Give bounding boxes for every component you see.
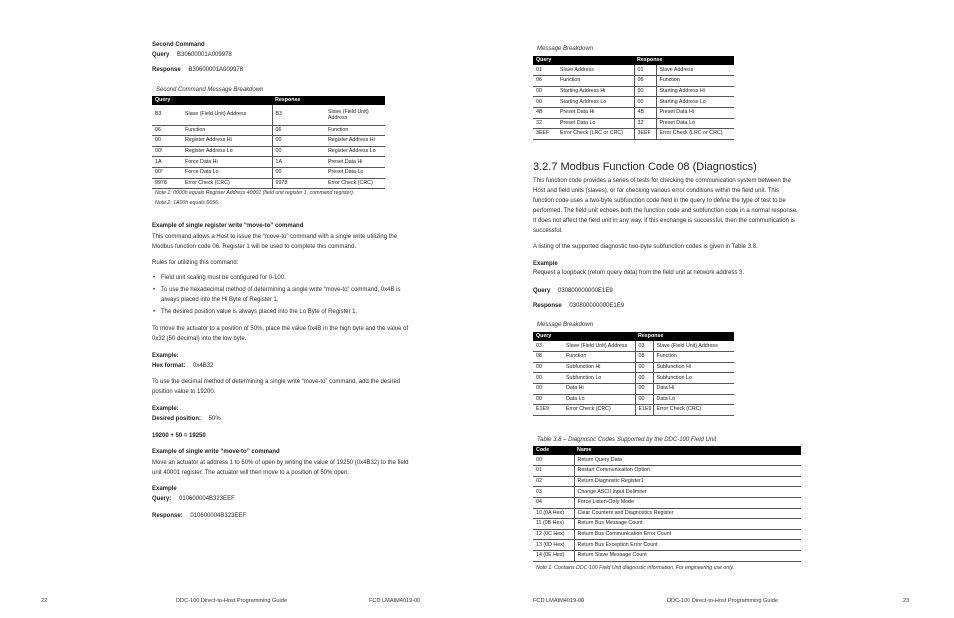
message-breakdown-2-table [533,332,734,416]
table-cell: B3 [152,105,182,125]
section-title: 3.2.7 Modbus Function Code 08 (Diagnostics) [533,161,757,173]
table-row [533,118,734,129]
table-cell: 00 [635,384,653,395]
table-cell: Register Address Lo [182,146,272,157]
example-write-heading: Example of single register write “move-to” command [152,223,304,229]
table-cell: Return Bus Message Count [574,519,801,530]
table-cell: 06 [634,76,656,87]
table-cell: 00 [533,373,563,384]
table-cell: Starting Address Hi [557,86,634,97]
table-row [152,146,385,157]
table-row [152,157,385,168]
table-cell: Preset Data Hi [325,157,385,168]
table-cell: 00¹ [152,146,182,157]
message-breakdown-caption: Message Breakdown [537,46,594,52]
list-item: • The desired position value is always placed into the Lo Byte of Register 1. [152,307,414,317]
table-row [533,508,801,519]
table-cell: 00 [533,97,557,108]
table-cell: 1A [272,157,325,168]
table-cell: Register Address Lo [325,146,385,157]
table-row [533,362,734,373]
table-cell: Slave (Field Unit) Address [563,341,635,352]
table-row [533,352,734,363]
table-cell: Return Bus Exception Error Count [574,540,801,551]
table-cell: Slave (Field Unit) Address [182,105,272,125]
response-value: 030800000000E1E9 [569,303,625,309]
table-cell: Force Listen-Only Mode [574,498,801,509]
query-label: Query [533,288,551,294]
table-cell: Starting Address Lo [656,97,734,108]
table-header: Query [533,332,635,341]
footer-code-left: FCD LMAIM4019-00 [369,598,421,604]
table-cell: 13 (0D Hex) [533,540,574,551]
table-cell: 32 [533,118,557,129]
query-value: B30600001A009978 [177,52,232,58]
table-cell: Data Lo [653,394,734,405]
list-item: • Field unit scaling must be configured for 0-100. [152,273,414,283]
query-line [533,287,613,295]
table-row [533,384,734,395]
footer-title-right: DDC-100 Direct-to-Host Programming Guide [667,598,778,604]
table-cell: Function [656,76,734,87]
table-cell: 00 [634,86,656,97]
example-write-text: This command allows a Host to issue the “move-to” command with a single write utilizing the Modbus function code 06. Register 1 will be used to complete this command. [152,234,398,250]
table-cell: Function [653,352,734,363]
table-cell: 14 (0E Hex) [533,550,574,561]
table-cell: 06 [533,76,557,87]
response-label: Response [533,303,562,309]
table-cell: 11 (0B Hex) [533,519,574,530]
response-label: Response [152,67,181,73]
table-cell: Error Check (CRC) [653,405,734,416]
query-label: Query: [152,496,172,502]
response-line [533,302,624,310]
table-cell: Register Address Hi [182,136,272,147]
table-cell: 08 [635,352,653,363]
desired-position-line [152,415,221,423]
table-cell: Error Check (CRC) [563,405,635,416]
table-cell: Data Hi [653,384,734,395]
table-cell: Preset Data Lo [557,118,634,129]
table-note-1: Note 1: 0000h equals Register Address 40001 (field unit register 1, command register). [155,190,355,196]
table-row [533,498,801,509]
footer-title-left: DDC-100 Direct-to-Host Programming Guide [176,598,287,604]
table-header: Response [272,96,385,105]
table-cell: 00 [635,373,653,384]
table-cell: E1E9 [533,405,563,416]
table-row [533,476,801,487]
table-cell: 06 [272,125,325,136]
table-cell: Return Diagnostic Register1 [574,476,801,487]
rules-intro: Rules for utilizing this command: [152,260,239,266]
table-cell: 10 (0A Hex) [533,508,574,519]
table-cell: 04 [533,498,574,509]
table-row [533,76,734,87]
table-cell: Preset Data Hi [656,108,734,119]
table-row [152,168,385,179]
table-cell: Clear Counters and Diagnostics Register [574,508,801,519]
example3-label: Example [152,486,177,492]
table-cell: 9978 [272,178,325,189]
table-cell: Data Hi [563,384,635,395]
listing-text: A listing of the supported diagnostic two-byte subfunction codes is given in Table 3.8. [533,244,758,250]
table-row [533,129,734,140]
table-cell: 08 [533,352,563,363]
rules-list [152,273,414,319]
desired-label: Desired position: [152,416,202,422]
response-value: 010600004B323EEF [190,513,247,519]
table-cell: Restart Communication Option [574,466,801,477]
table-note-2: Note 2: 1A00h equals 6656. [155,200,220,206]
table-row [533,529,801,540]
table-cell: 00 [635,394,653,405]
page-number-right: 23 [903,598,910,604]
sum-line: 19200 + 50 = 19250 [152,433,206,439]
table-cell: Subfunction Hi [563,362,635,373]
table-header: Query [533,56,634,65]
table-cell: B3 [272,105,325,125]
table-cell: Function [557,76,634,87]
table-row [533,466,801,477]
codes-table-caption: Table 3.8 – Diagnostic Codes Supported by the DDC-100 Field Unit [537,437,717,443]
desired-value: 50% [208,416,221,422]
table-cell: Subfunction Hi [653,362,734,373]
diagnostic-codes-table [533,446,801,562]
hex-value: 0x4B32 [193,363,214,369]
table-header-row [533,332,734,341]
table-cell: Return Slave Message Count [574,550,801,561]
page-number-left: 22 [41,598,48,604]
table-cell: Data Lo [563,394,635,405]
table-cell: Starting Address Lo [557,97,634,108]
second-command-heading: Second Command [152,42,205,48]
table-cell: 00 [533,455,574,466]
table-header: Query [152,96,272,105]
query-value: 010600004B323EEF [179,496,235,502]
list-item: • To use the hexadecimal method of determining a single write “move-to” command, 0x4B is always placed into the Hi Byte of Register 1. [152,285,414,305]
example-response-line [152,512,246,520]
table-cell: 00 [272,168,325,179]
table-cell: 00 [533,394,563,405]
table-cell: 00 [533,86,557,97]
table-cell: 3EEF [533,129,557,140]
table-row [533,341,734,352]
table-row [152,125,385,136]
table-cell: 01 [533,65,557,76]
example-text: Request a loopback (return query data) from the field unit at network address 3. [533,270,745,276]
table-cell: Preset Data Hi [557,108,634,119]
table-cell: Change ASCII Input Delimiter [574,487,801,498]
table-cell: 06 [152,125,182,136]
table-header-row [533,56,734,65]
table-cell: Register Address Hi [325,136,385,147]
table-cell: Slave Address [656,65,734,76]
example-cmd-text: Move an actuator at address 1 to 50% of open by writing the value of 19250 (0x4B32) to the field unit 40001 register. The actuator will then move to a position of 50% open. [152,460,409,476]
table-cell: 00² [152,168,182,179]
table-cell: Error Check (CRC) [182,178,272,189]
table-cell: Preset Data Lo [325,168,385,179]
move-text: To move the actuator to a position of 50%, place the value 0x4B in the high byte and the value of 0x32 (50 decimal) into the low byte. [152,326,409,342]
table-cell: 9978 [152,178,182,189]
table-cell: 12 (0C Hex) [533,529,574,540]
example2-label: Example: [152,406,179,412]
table-cell: 00 [152,136,182,147]
example1-label: Example: [152,353,179,359]
table-cell: 4B [533,108,557,119]
table-row [533,487,801,498]
table-cell: 00 [272,146,325,157]
decimal-text: To use the decimal method of determining a single write “move-to” command, add the desired position value to 19200. [152,379,401,395]
table-cell: Starting Address Hi [656,86,734,97]
table-cell: 00 [272,136,325,147]
table-cell: Slave (Field Unit) Address [653,341,734,352]
second-breakdown-caption: Second Command Message Breakdown [156,87,264,93]
table-cell: E1E9 [635,405,653,416]
table-row [152,136,385,147]
table-cell: Return Query Data [574,455,801,466]
table-cell: Function [325,125,385,136]
table-cell: 03 [635,341,653,352]
second-command-response [152,66,243,74]
table-row [152,178,385,189]
table-cell: Force Data Lo [182,168,272,179]
table-cell: 00 [634,97,656,108]
table-header: Code [533,446,574,455]
query-value: 030800000000E1E9 [558,288,613,294]
example-query-line [152,495,235,503]
table-cell: Error Check (LRC or CRC) [557,129,634,140]
table-cell: 4B [634,108,656,119]
table-row [533,550,801,561]
table-header: Response [634,56,734,65]
table-header-row [533,446,801,455]
section-text: This function code provides a series of tests for checking the communication system between the Host and field units (slaves), or for checking various error conditions within the field unit. This function code uses a two-byte subfunction code field in the query to define the type of test to be performed. The field unit echoes both the function code and subfunction code in a normal response. It does not affect the field unit in any way. If this exchange is successful, then the communication is successful. [533,178,798,234]
table-cell: 3EEF [634,129,656,140]
hex-format-line [152,362,213,370]
table-cell: Error Check (CRC) [325,178,385,189]
table-header: Response [635,332,734,341]
example-label: Example [533,261,558,267]
table-row [533,373,734,384]
query-label: Query [152,52,170,58]
example-cmd-heading: Example of single write “move-to” command [152,449,280,455]
table-cell: Function [182,125,272,136]
response-label: Response: [152,513,183,519]
table-cell: 00 [635,362,653,373]
table-cell: Slave (Field Unit) Address [325,105,385,125]
message-breakdown-table [533,56,734,140]
table-cell: 02 [533,476,574,487]
table-cell: 01 [634,65,656,76]
table-header: Name [574,446,801,455]
table-cell: Subfunction Lo [563,373,635,384]
response-value: B30600001A009978 [188,67,244,73]
hex-label: Hex format: [152,363,186,369]
table-cell: Subfunction Lo [653,373,734,384]
table-cell: Force Data Hi [182,157,272,168]
table-row [533,108,734,119]
table-cell: 32 [634,118,656,129]
table-row [533,394,734,405]
table-cell: 1A [152,157,182,168]
table-cell: 01 [533,466,574,477]
second-breakdown-table [152,96,385,189]
table-row [533,405,734,416]
table-cell: 00 [533,362,563,373]
table-cell: 03 [533,341,563,352]
table-header-row [152,96,385,105]
table-cell: Return Bus Communication Error Count [574,529,801,540]
table-cell: 03 [533,487,574,498]
codes-table-note: Note 1: Contains DDC-100 Field Unit diagnostic information. For engineering use only. [536,565,734,571]
second-command-query [152,51,232,59]
table-row [533,540,801,551]
table-row [533,65,734,76]
table-row [533,97,734,108]
table-cell: Preset Data Lo [656,118,734,129]
table-row [533,455,801,466]
table-row [533,519,801,530]
table-row [152,105,385,125]
message-breakdown-2-caption: Message Breakdown [537,322,594,328]
table-cell: 00 [533,384,563,395]
table-cell: Slave Address [557,65,634,76]
table-row [533,86,734,97]
footer-code-right: FCD LMAIM4019-00 [533,598,585,604]
table-cell: Error Check (LRC or CRC) [656,129,734,140]
table-cell: Function [563,352,635,363]
